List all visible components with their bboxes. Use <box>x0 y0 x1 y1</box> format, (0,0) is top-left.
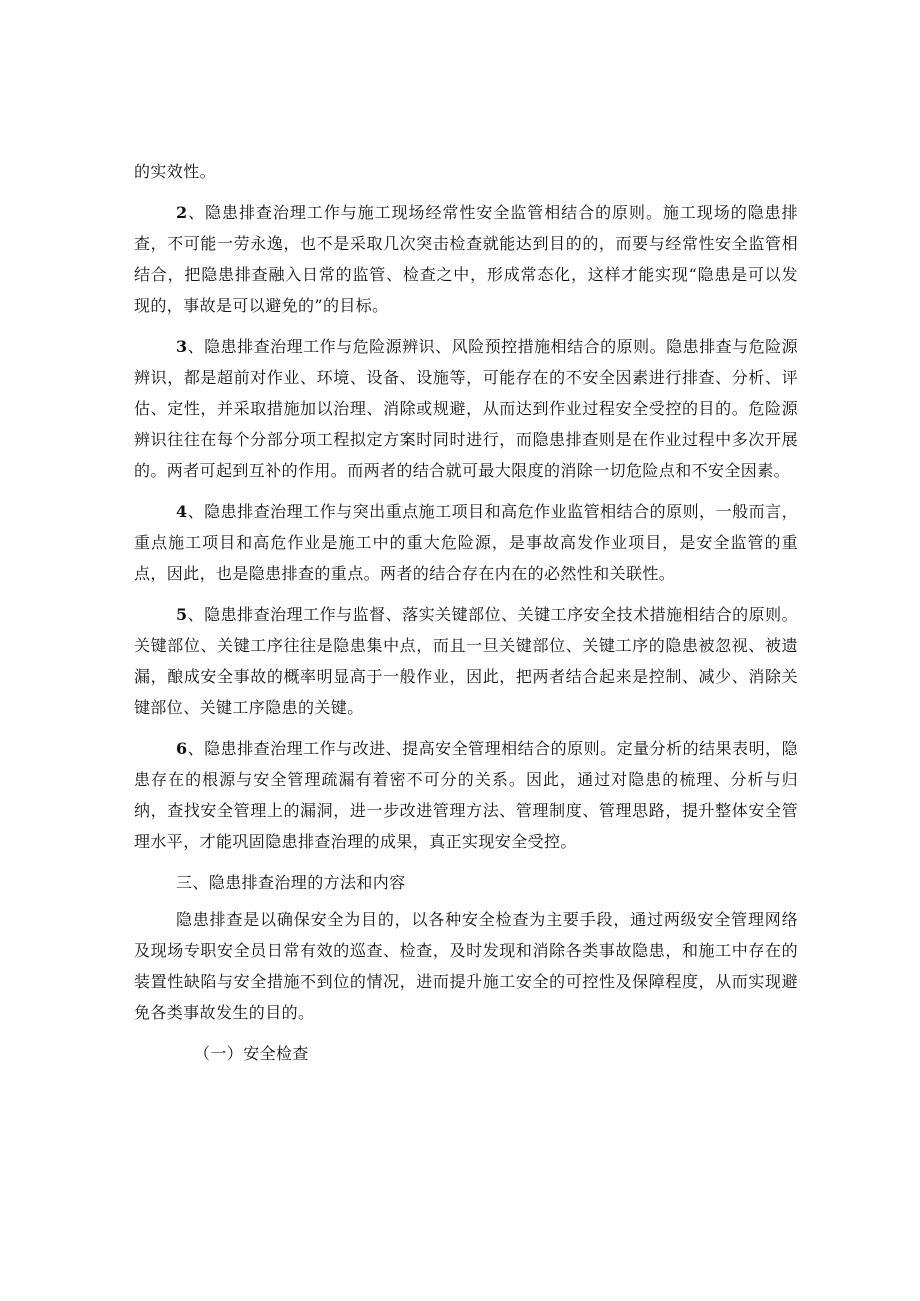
principle-number: 5 <box>176 605 188 624</box>
paragraph-text: 、隐患排查治理工作与突出重点施工项目和高危作业监管相结合的原则，一般而言，重点施工项目和高危作业是施工中的重大危险源，是事故高发作业项目，是安全监管的重点，因此，也是隐患排查的重点。两者的结合存在内在的必然性和关联性。 <box>134 502 798 583</box>
principle-number: 2 <box>176 203 188 222</box>
principle-5-paragraph <box>134 599 798 723</box>
section-heading-text: 三、隐患排查治理的方法和内容 <box>176 873 406 892</box>
paragraph-text: 、隐患排查治理工作与改进、提高安全管理相结合的原则。定量分析的结果表明，隐患存在的根源与安全管理疏漏有着密不可分的关系。因此，通过对隐患的梳理、分析与归纳，查找安全管理上的漏洞，进一步改进管理方法、管理制度、管理思路，提升整体安全管理水平，才能巩固隐患排查治理的成果，真正实现安全受控。 <box>134 739 798 851</box>
paragraph-text: 、隐患排查治理工作与监督、落实关键部位、关键工序安全技术措施相结合的原则。关键部位、关键工序往往是隐患集中点，而且一旦关键部位、关键工序的隐患被忽视、被遗漏，酿成安全事故的概率明显高于一般作业，因此，把两者结合起来是控制、减少、消除关键部位、关键工序隐患的关键。 <box>134 605 798 717</box>
subsection-heading-text: （一）安全检查 <box>194 1044 309 1063</box>
paragraph-text: 、隐患排查治理工作与危险源辨识、风险预控措施相结合的原则。隐患排查与危险源辨识，都是超前对作业、环境、设备、设施等，可能存在的不安全因素进行排查、分析、评估、定性，并采取措施加以治理、消除或规避，从而达到作业过程安全受控的目的。危险源辨识往往在每个分部分项工程拟定方案时同时进行，而隐患排查则是在作业过程中多次开展的。两者可起到互补的作用。而两者的结合就可最大限度的消除一切危险点和不安全因素。 <box>134 337 798 480</box>
subsection-heading <box>134 1038 798 1069</box>
document-body <box>134 156 798 1079</box>
principle-number: 3 <box>176 337 188 356</box>
paragraph-text: 的实效性。 <box>134 162 217 181</box>
principle-3-paragraph <box>134 331 798 486</box>
principle-4-paragraph <box>134 496 798 589</box>
paragraph-text: 、隐患排查治理工作与施工现场经常性安全监管相结合的原则。施工现场的隐患排查，不可能一劳永逸，也不是采取几次突击检查就能达到目的的，而要与经常性安全监管相结合，把隐患排查融入日常的监管、检查之中，形成常态化，这样才能实现“隐患是可以发现的，事故是可以避免的”的目标。 <box>134 203 798 315</box>
paragraph-text: 隐患排查是以确保安全为目的，以各种安全检查为主要手段，通过两级安全管理网络及现场专职安全员日常有效的巡查、检查，及时发现和消除各类事故隐患，和施工中存在的装置性缺陷与安全措施不到位的情况，进而提升施工安全的可控性及保障程度，从而实现避免各类事故发生的目的。 <box>134 910 798 1022</box>
principle-6-paragraph <box>134 733 798 857</box>
paragraph-continuation <box>134 156 798 187</box>
section-intro-paragraph <box>134 904 798 1028</box>
principle-2-paragraph <box>134 197 798 321</box>
section-heading <box>134 867 798 898</box>
principle-number: 6 <box>176 739 188 758</box>
principle-number: 4 <box>176 502 188 521</box>
